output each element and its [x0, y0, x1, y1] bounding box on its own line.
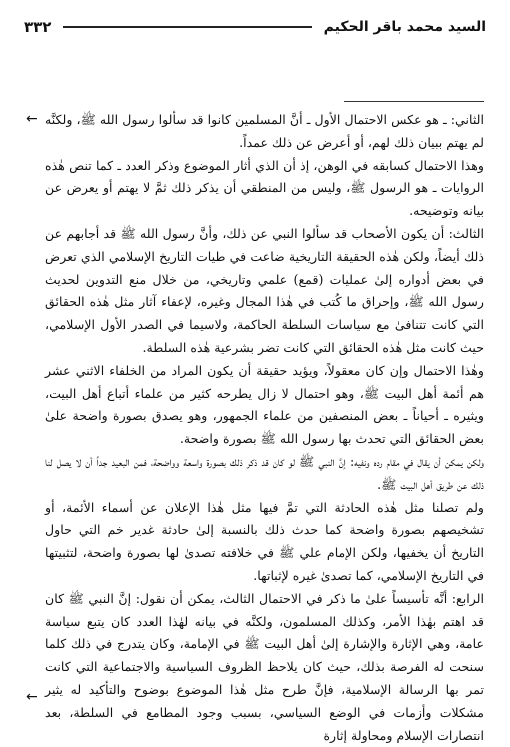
page-number: ٣٣٢ — [24, 18, 52, 36]
body-text — [45, 109, 484, 743]
header-rule — [63, 26, 311, 28]
paragraph: ولم تصلنا مثل هٰذه الحادثة التي تمَّ فيها مثل هٰذا الإعلان عن أسماء الأئمة، أو تشخيصهم بصورة واضحة كما حدث ذلك بالنسبة إلىٰ حادثة غدير خم التي حاول التاريخ أن يخفيها، ولكن الإمام علي ﷺ في خلافته تصدىٰ لها بصورة واضحة، لتثبيتها في التاريخ الإسلامي، كما تصدىٰ غيره لإثباتها. — [45, 499, 484, 583]
continuation-arrow-icon: ← — [26, 689, 38, 705]
paragraph: الثالث: أن يكون الأصحاب قد سألوا النبي عن ذلك، وأنَّ رسول الله ﷺ قد أجابهم عن ذلك أيضاً، ولكن هٰذه الحقيقة التاريخية ضاعت في طيات التاريخ الإسلامي الذي تعرض في بعض أدواره إلىٰ عمليات (قمع) علمي وتاريخي، من خلال منع التدوين لحديث رسول الله ﷺ، وإحراق ما كُتب في هٰذا المجال وغيره، لإعفاء آثار مثل هٰذه الحقائق التي كانت تتنافىٰ مع سياسات السلطة الحاكمة، ولاسيما في الصدر الأول الإسلامي، حيث كانت مثل هٰذه الحقائق التي كانت تضر بشرعية هٰذه السلطة. — [45, 225, 484, 355]
paragraph: الثاني: ـ هو عكس الاحتمال الأول ـ أنَّ المسلمين كانوا قد سألوا رسول الله ﷺ، ولكنَّه لم يهتم ببيان ذلك لهم، أو أعرض عن ذلك عمداً. — [45, 112, 484, 150]
paragraph: وهذا الاحتمال كسابقه في الوهن، إذ أن الذي أثار الموضوع وذكر العدد ـ كما تنص هٰذه الروايات ـ هو الرسول ﷺ، وليس من المنطقي أن يذكر ذلك ثمَّ لا يهتم أو يعرض عن بيانه وتوضيحه. — [45, 157, 484, 219]
paragraph: ولكن يمكن أن يقال في مقام رده ونفيه: إنَّ النبي ﷺ لو كان قد ذكر ذلك بصورة واسعة وواضحة، فمن البعيد جداً أن لا يصل لنا ذلك عن طريق أهل البيت ﷺ. — [45, 453, 484, 492]
author-title: السيد محمد باقر الحكيم — [323, 19, 486, 35]
paragraph: وهٰذا الاحتمال وإن كان معقولاً، ويؤيد حقيقة أن يكون المراد من الخلفاء الاثني عشر هم أئمة أهل البيت ﷺ، وهو احتمال لا زال يطرحه كثير من علماء أتباع أهل البيت، ويثيره ـ أحياناً ـ بعض المنصفين من علماء الجمهور، وهو يصدق بصورة واضحة علىٰ بعض الحقائق التي تحدث بها رسول الله ﷺ بصورة واضحة. — [45, 362, 484, 447]
separator-rule — [344, 101, 484, 102]
running-header — [24, 16, 486, 38]
paragraph: الرابع: أنَّه تأسيساً علىٰ ما ذكر في الاحتمال الثالث، يمكن أن نقول: إنَّ النبي ﷺ كان قد اهتم بهٰذا الأمر، وكذلك المسلمون، ولكنَّه في بيانه لهٰذا العدد كان يتبع سياسة عامة، وهي الإثارة والإشارة إلىٰ أهل البيت ﷺ في الإمامة، وكان يتدرج في ذلك كلما سنحت له الفرصة بذلك، حيث كان يلاحظ الظروف السياسية والاجتماعية التي كانت تمر بها الرسالة الإسلامية، فإنَّ طرح مثل هٰذا الموضوع بوضوح والتأكيد له يثير مشكلات وأزمات في الوضع السياسي، بسبب وجود المطامع في السلطة، بعد انتصارات الإسلام ومحاولة إثارة — [45, 590, 484, 743]
continuation-arrow-icon: ← — [26, 111, 38, 127]
